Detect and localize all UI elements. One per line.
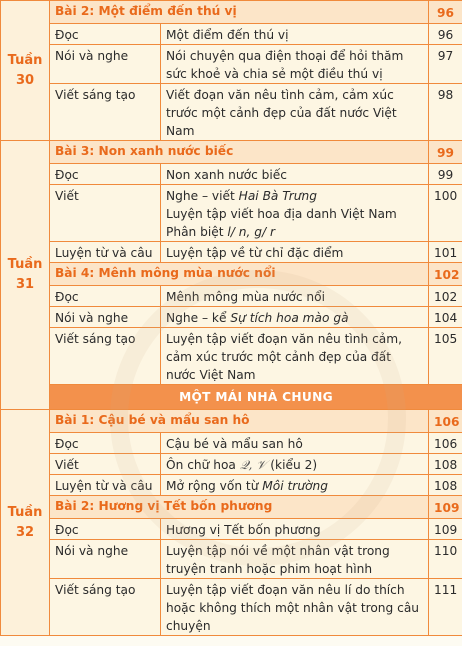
lesson-title: Bài 2: Một điểm đến thú vị [50,1,429,24]
activity-desc: Cậu bé và mẩu san hô [161,433,429,454]
activity-type: Viết sáng tạo [50,579,161,636]
desc-text: Mở rộng vốn từ [166,479,263,493]
page-number: 96 [429,24,462,45]
activity-desc: Nói chuyện qua điện thoại để hỏi thăm sức khoẻ và chia sẻ một điều thú vị [161,45,429,84]
lesson-row[interactable] [1,496,462,519]
activity-type: Nói và nghe [50,45,161,84]
activity-desc: Luyện tập viết đoạn văn nêu tình cảm, cảm xúc trước một cảnh đẹp của đất nước Việt Nam [161,328,429,385]
activity-type: Đọc [50,164,161,185]
activity-desc: Luyện tập về từ chỉ đặc điểm [161,242,429,263]
activity-type: Đọc [50,433,161,454]
lesson-title: Bài 2: Hương vị Tết bốn phương [50,496,429,519]
table-row[interactable] [1,164,462,185]
table-row[interactable] [1,433,462,454]
activity-type: Viết sáng tạo [50,84,161,141]
activity-desc: Luyện tập nói về một nhân vật trong truyện tranh hoặc phim hoạt hình [161,540,429,579]
desc-italic: Hai Bà Trưng [238,189,317,203]
desc-text: (kiểu 2) [266,458,318,472]
table-row[interactable] [1,84,462,141]
activity-type: Viết [50,454,161,475]
desc-italic: Sự tích hoa mào gà [230,311,349,325]
activity-desc: Một điểm đến thú vị [161,24,429,45]
lesson-row[interactable] [1,1,462,24]
table-row[interactable] [1,540,462,579]
desc-text: Phân biệt [166,225,228,239]
page-number: 97 [429,45,462,84]
activity-desc: Hương vị Tết bốn phương [161,519,429,540]
week-label: Tuần 32 [1,410,50,636]
activity-desc: Mênh mông mùa nước nổi [161,286,429,307]
activity-type: Luyện từ và câu [50,475,161,496]
page-number: 102 [429,286,462,307]
lesson-title: Bài 3: Non xanh nước biếc [50,141,429,164]
activity-desc: Non xanh nước biếc [161,164,429,185]
activity-type: Nói và nghe [50,540,161,579]
page-number: 105 [429,328,462,385]
week-label: Tuần 30 [1,1,50,141]
page-number: 111 [429,579,462,636]
desc-text: Luyện tập viết hoa địa danh Việt Nam [166,207,397,221]
activity-type: Luyện từ và câu [50,242,161,263]
page-number: 100 [429,185,462,242]
table-row[interactable] [1,242,462,263]
activity-type: Đọc [50,519,161,540]
table-row[interactable] [1,307,462,328]
page-number: 98 [429,84,462,141]
table-row[interactable] [1,579,462,636]
section-title: MỘT MÁI NHÀ CHUNG [50,385,462,410]
table-row[interactable] [1,24,462,45]
desc-text: Nghe – kể [166,311,231,325]
page-number: 104 [429,307,462,328]
page-number: 101 [429,242,462,263]
desc-italic: Môi trường [262,479,328,493]
activity-desc: Viết đoạn văn nêu tình cảm, cảm xúc trước một cảnh đẹp của đất nước Việt Nam [161,84,429,141]
activity-desc [161,454,429,475]
lesson-page: 109 [429,496,462,519]
week-label: Tuần 31 [1,141,50,410]
activity-desc: Luyện tập viết đoạn văn nêu lí do thích hoặc không thích một nhân vật trong câu chuyện [161,579,429,636]
section-row [1,385,462,410]
lesson-page: 102 [429,263,462,286]
lesson-title: Bài 1: Cậu bé và mẩu san hô [50,410,429,433]
table-row[interactable] [1,328,462,385]
page-number: 108 [429,454,462,475]
table-row[interactable] [1,519,462,540]
cursive-letters: 𝒬, 𝒱 [239,458,267,472]
activity-type: Đọc [50,24,161,45]
table-row[interactable] [1,454,462,475]
lesson-title: Bài 4: Mênh mông mùa nước nổi [50,263,429,286]
table-row[interactable] [1,45,462,84]
desc-text: Ôn chữ hoa [166,458,240,472]
lesson-row[interactable] [1,410,462,433]
activity-type: Viết sáng tạo [50,328,161,385]
lesson-page: 106 [429,410,462,433]
lesson-row[interactable] [1,141,462,164]
page-number: 106 [429,433,462,454]
lesson-page: 99 [429,141,462,164]
desc-text: Nghe – viết [166,189,239,203]
activity-desc [161,185,429,242]
activity-type: Nói và nghe [50,307,161,328]
desc-italic: l/ n, g/ r [227,225,275,239]
activity-type: Đọc [50,286,161,307]
page-number: 109 [429,519,462,540]
page-number: 99 [429,164,462,185]
table-row[interactable] [1,475,462,496]
lesson-row[interactable] [1,263,462,286]
page-number: 110 [429,540,462,579]
page-number: 108 [429,475,462,496]
activity-type: Viết [50,185,161,242]
activity-desc [161,307,429,328]
activity-desc [161,475,429,496]
table-row[interactable] [1,286,462,307]
lesson-page: 96 [429,1,462,24]
table-row[interactable] [1,185,462,242]
